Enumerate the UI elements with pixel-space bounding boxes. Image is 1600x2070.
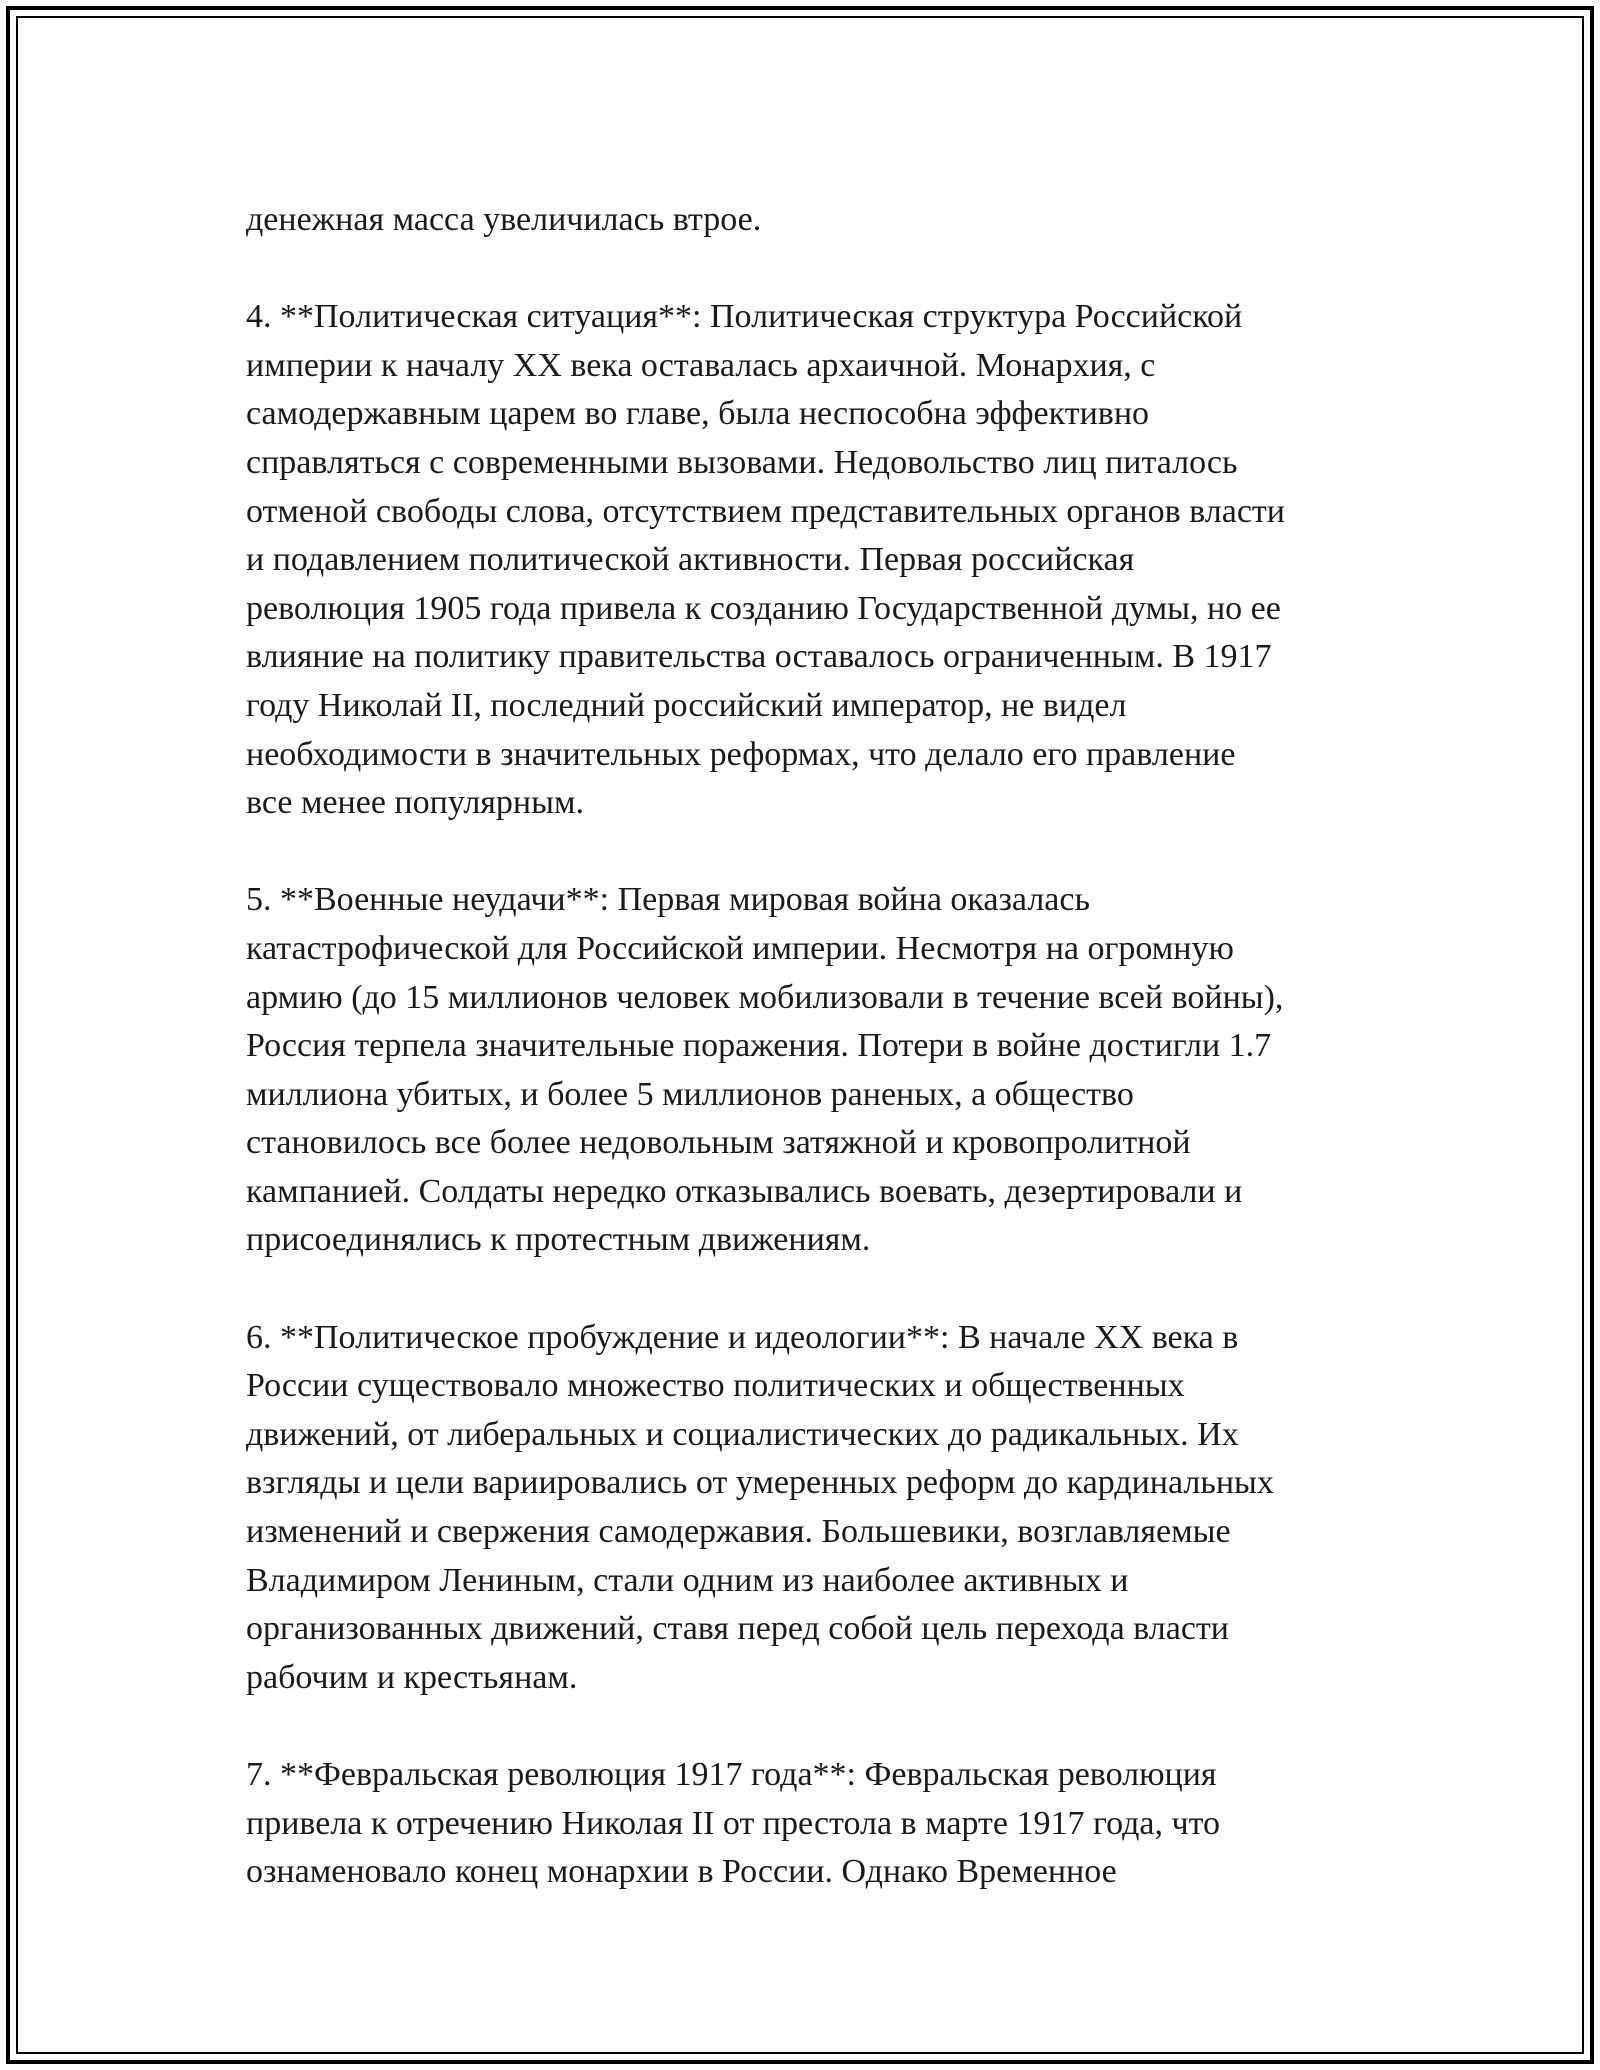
text-line: кампанией. Солдаты нередко отказывались воевать, дезертировали и xyxy=(246,1172,1243,1210)
text-line: справляться с современными вызовами. Недовольство лиц питалось xyxy=(246,443,1238,481)
document-body xyxy=(246,196,1396,1897)
text-line: 7. **Февральская революция 1917 года**: Февральская революция xyxy=(246,1756,1217,1793)
text-line: присоединялись к протестным движениям. xyxy=(246,1221,871,1259)
text-line: году Николай II, последний российский император, не видел xyxy=(246,686,1127,724)
paragraph-item-4 xyxy=(246,293,1396,828)
text-line: организованных движений, ставя перед собой цель перехода власти xyxy=(246,1610,1229,1648)
text-line: 5. **Военные неудачи**: Первая мировая война оказалась xyxy=(246,881,1090,919)
text-line: необходимости в значительных реформах, что делало его правление xyxy=(246,735,1236,773)
text-line: 4. **Политическая ситуация**: Политическая структура Российской xyxy=(246,298,1243,336)
paragraph-item-5 xyxy=(246,876,1396,1265)
page-frame xyxy=(6,6,1594,2064)
paragraph-intro xyxy=(246,196,1396,245)
text-line: империи к началу XX века оставалась архаичной. Монархия, с xyxy=(246,346,1156,384)
text-line: все менее популярным. xyxy=(246,784,584,822)
text-line: изменений и свержения самодержавия. Большевики, возглавляемые xyxy=(246,1513,1231,1551)
text-line: движений, от либеральных и социалистических до радикальных. Их xyxy=(246,1415,1239,1453)
text-line: влияние на политику правительства оставалось ограниченным. В 1917 xyxy=(246,638,1272,676)
text-line: привела к отречению Николая II от престола в марте 1917 года, что xyxy=(246,1804,1220,1842)
text-line: России существовало множество политических и общественных xyxy=(246,1367,1185,1405)
text-line: Россия терпела значительные поражения. Потери в войне достигли 1.7 xyxy=(246,1027,1272,1065)
text-line: ознаменовало конец монархии в России. Однако Временное xyxy=(246,1853,1117,1891)
paragraph-gap xyxy=(246,1265,1396,1314)
text-line: взгляды и цели вариировались от умеренных реформ до кардинальных xyxy=(246,1464,1274,1502)
text-line: самодержавным царем во главе, была неспособна эффективно xyxy=(246,395,1150,433)
text-line: миллиона убитых, и более 5 миллионов раненых, а общество xyxy=(246,1075,1134,1113)
paragraph-item-6 xyxy=(246,1314,1396,1703)
paragraph-gap xyxy=(246,245,1396,294)
text-line: 6. **Политическое пробуждение и идеологии**: В начале XX века в xyxy=(246,1318,1239,1356)
paragraph-item-7 xyxy=(246,1751,1396,1897)
text-line: Владимиром Лениным, стали одним из наиболее активных и xyxy=(246,1561,1129,1599)
text-line: революция 1905 года привела к созданию Государственной думы, но ее xyxy=(246,589,1281,627)
paragraph-gap xyxy=(246,1702,1396,1751)
text-line: катастрофической для Российской империи. Несмотря на огромную xyxy=(246,929,1234,967)
text-line: рабочим и крестьянам. xyxy=(246,1658,578,1696)
text-line: армию (до 15 миллионов человек мобилизовали в течение всей войны), xyxy=(246,978,1284,1016)
paragraph-gap xyxy=(246,828,1396,877)
text-line: отменой свободы слова, отсутствием представительных органов власти xyxy=(246,492,1285,530)
text-line: становилось все более недовольным затяжной и кровопролитной xyxy=(246,1124,1191,1162)
text-line: и подавлением политической активности. Первая российская xyxy=(246,541,1135,579)
text-line: денежная масса увеличилась втрое. xyxy=(246,201,762,238)
